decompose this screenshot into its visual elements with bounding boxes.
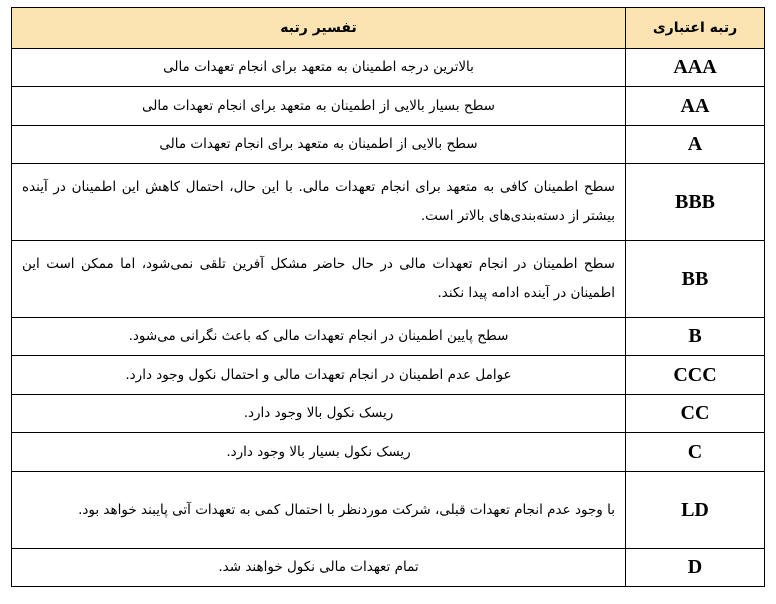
rating-code: B	[626, 318, 765, 356]
rating-code: D	[626, 549, 765, 587]
table-row	[12, 318, 765, 356]
rating-code: AA	[626, 87, 765, 126]
table-row	[12, 356, 765, 395]
table-row	[12, 87, 765, 126]
table-row	[12, 241, 765, 318]
table-header-row	[12, 8, 765, 49]
rating-code: CC	[626, 395, 765, 433]
rating-explanation: سطح بالایی از اطمینان به متعهد برای انجام تعهدات مالی	[12, 126, 626, 164]
rating-explanation: با وجود عدم انجام تعهدات قبلی، شرکت موردنظر با احتمال کمی به تعهدات آتی پایبند خواهد بود.	[12, 472, 626, 549]
table-row	[12, 549, 765, 587]
rating-code: A	[626, 126, 765, 164]
table-row	[12, 395, 765, 433]
rating-explanation: بالاترین درجه اطمینان به متعهد برای انجام تعهدات مالی	[12, 49, 626, 87]
rating-explanation: سطح اطمینان در انجام تعهدات مالی در حال حاضر مشکل آفرین تلقی نمی‌شود، اما ممکن است این اطمینان در آینده ادامه پیدا نکند.	[12, 241, 626, 318]
rating-explanation: عوامل عدم اطمینان در انجام تعهدات مالی و احتمال نکول وجود دارد.	[12, 356, 626, 395]
rating-code: C	[626, 433, 765, 472]
rating-code: BB	[626, 241, 765, 318]
table-row	[12, 164, 765, 241]
rating-code: CCC	[626, 356, 765, 395]
table-row	[12, 49, 765, 87]
rating-code: AAA	[626, 49, 765, 87]
rating-explanation: سطح بسیار بالایی از اطمینان به متعهد برای انجام تعهدات مالی	[12, 87, 626, 126]
rating-explanation: تمام تعهدات مالی نکول خواهند شد.	[12, 549, 626, 587]
rating-explanation: سطح پایین اطمینان در انجام تعهدات مالی که باعث نگرانی می‌شود.	[12, 318, 626, 356]
table-row	[12, 472, 765, 549]
rating-explanation: ریسک نکول بسیار بالا وجود دارد.	[12, 433, 626, 472]
rating-explanation: سطح اطمینان کافی به متعهد برای انجام تعهدات مالی. با این حال، احتمال کاهش این اطمینان در آینده بیشتر از دسته‌بندی‌های بالاتر است.	[12, 164, 626, 241]
rating-explanation: ریسک نکول بالا وجود دارد.	[12, 395, 626, 433]
credit-rating-table	[11, 7, 765, 587]
explanation-column-header: تفسیر رتبه	[12, 8, 626, 49]
rating-code: BBB	[626, 164, 765, 241]
table-row	[12, 126, 765, 164]
rating-column-header: رتبه اعتباری	[626, 8, 765, 49]
rating-code: LD	[626, 472, 765, 549]
table-row	[12, 433, 765, 472]
